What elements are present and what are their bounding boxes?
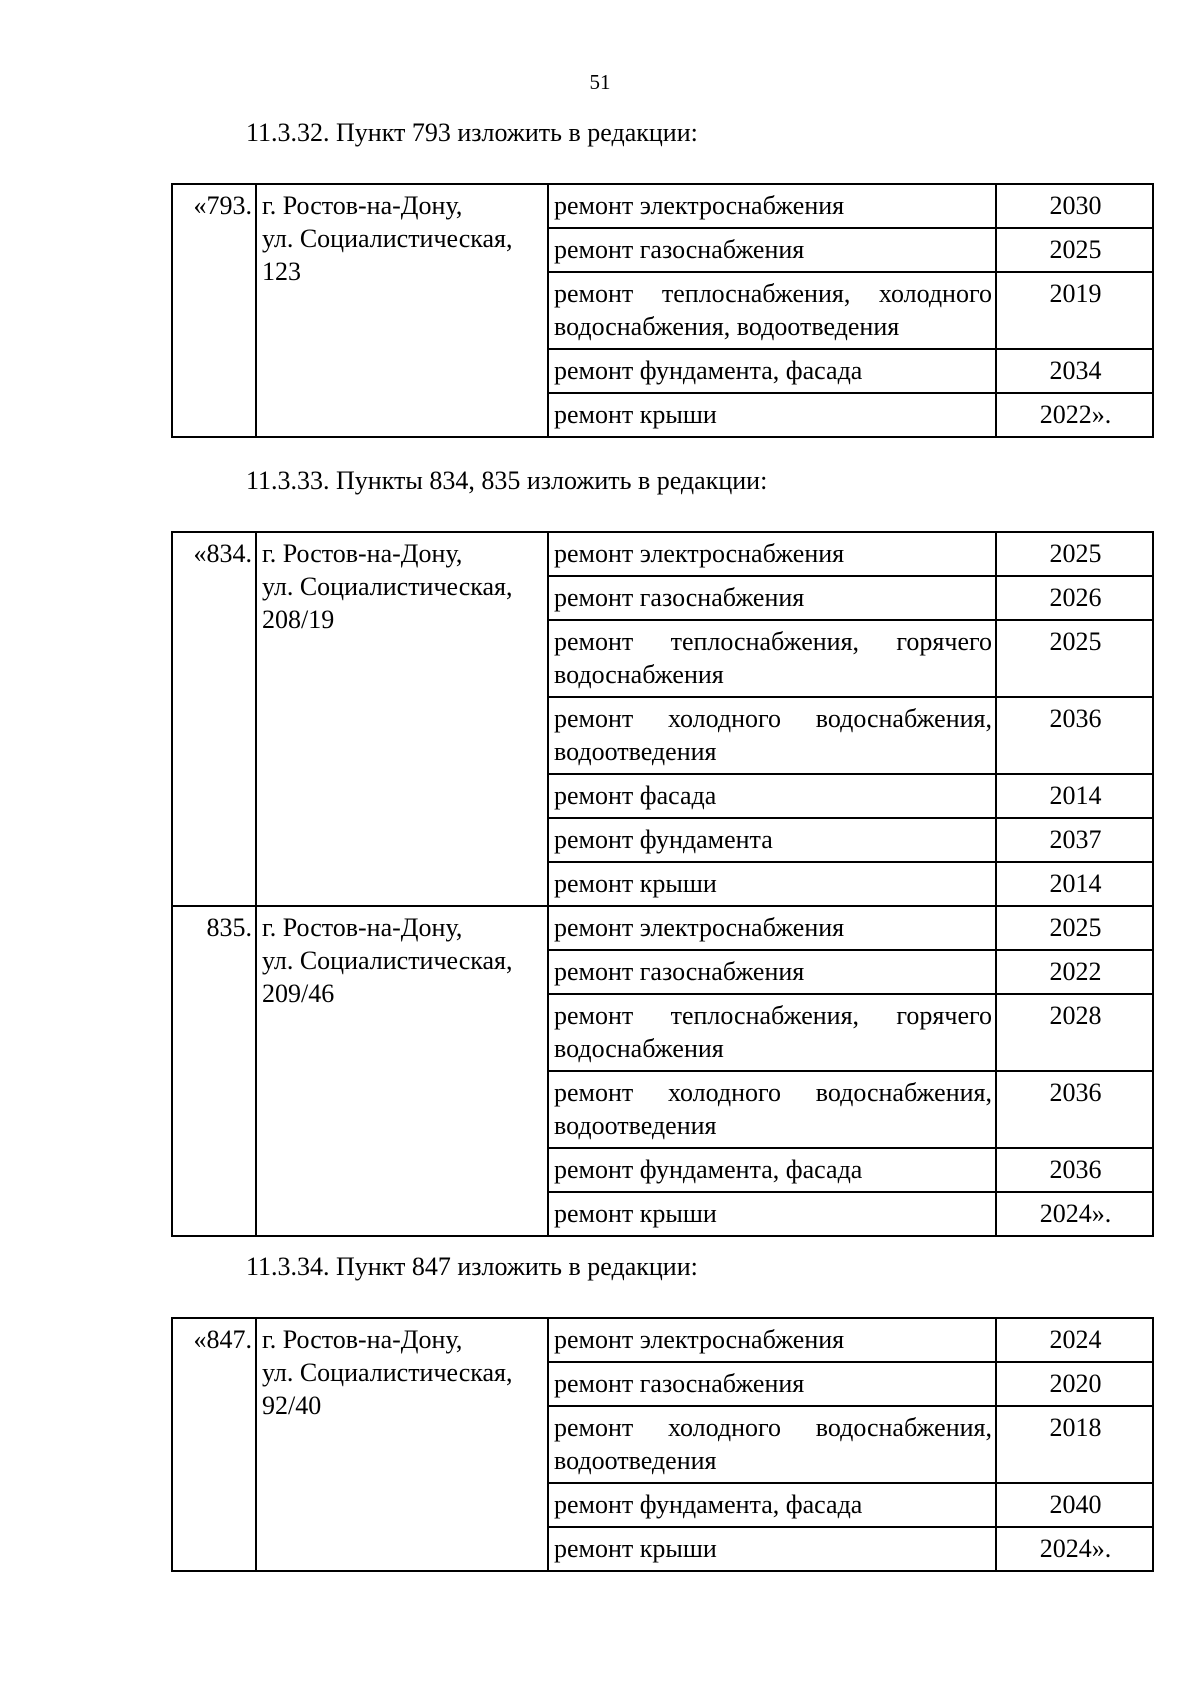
planned-year: 2026 <box>996 576 1153 620</box>
work-type: ремонт электроснабжения <box>554 1325 845 1354</box>
planned-year: 2036 <box>996 1148 1153 1192</box>
table-section-2 <box>171 531 1154 1237</box>
table-row <box>172 906 1153 950</box>
work-type-cell <box>548 697 996 774</box>
work-type: ремонт холодного водоснабжения, водоотведения <box>554 1078 992 1140</box>
instruction-section-2: 11.3.33. Пункты 834, 835 изложить в редакции: <box>246 466 768 495</box>
work-type: ремонт теплоснабжения, горячего водоснабжения <box>554 627 992 689</box>
table-body <box>172 184 1153 437</box>
address-cell <box>256 906 548 1236</box>
address-line: г. Ростов-на-Дону, <box>262 539 463 568</box>
address-line: ул. Социалистическая, <box>262 1358 513 1387</box>
planned-year: 2025 <box>996 906 1153 950</box>
planned-year: 2037 <box>996 818 1153 862</box>
work-type-cell <box>548 1483 996 1527</box>
work-type-cell <box>548 906 996 950</box>
address-line: ул. Социалистическая, <box>262 946 513 975</box>
work-type-cell <box>548 774 996 818</box>
work-type: ремонт фундамента, фасада <box>554 1490 863 1519</box>
work-type: ремонт фундамента, фасада <box>554 356 863 385</box>
work-type-cell <box>548 576 996 620</box>
planned-year: 2036 <box>996 1071 1153 1148</box>
work-type-cell <box>548 1071 996 1148</box>
item-number: 835. <box>172 906 256 1236</box>
planned-year: 2025 <box>996 532 1153 576</box>
work-type: ремонт холодного водоснабжения, водоотведения <box>554 1413 992 1475</box>
work-type-cell <box>548 1406 996 1483</box>
item-number: «793. <box>172 184 256 437</box>
work-type-cell <box>548 1362 996 1406</box>
work-type: ремонт фасада <box>554 781 717 810</box>
table-body <box>172 1318 1153 1571</box>
planned-year: 2018 <box>996 1406 1153 1483</box>
work-type: ремонт крыши <box>554 400 717 429</box>
work-type-cell <box>548 1527 996 1571</box>
planned-year: 2024». <box>996 1192 1153 1236</box>
work-type: ремонт газоснабжения <box>554 957 805 986</box>
planned-year: 2022 <box>996 950 1153 994</box>
work-type: ремонт фундамента, фасада <box>554 1155 863 1184</box>
address-line: 209/46 <box>262 979 335 1008</box>
planned-year: 2024». <box>996 1527 1153 1571</box>
address-line: ул. Социалистическая, <box>262 224 513 253</box>
page-number: 51 <box>589 70 611 94</box>
planned-year: 2022». <box>996 393 1153 437</box>
table-row <box>172 532 1153 576</box>
address-cell <box>256 1318 548 1571</box>
table-body <box>172 532 1153 1236</box>
address-line: 208/19 <box>262 605 335 634</box>
instruction-section-1: 11.3.32. Пункт 793 изложить в редакции: <box>246 118 698 147</box>
work-type: ремонт газоснабжения <box>554 583 805 612</box>
table-row <box>172 184 1153 228</box>
work-type: ремонт электроснабжения <box>554 913 845 942</box>
work-type-cell <box>548 818 996 862</box>
planned-year: 2014 <box>996 862 1153 906</box>
work-type: ремонт крыши <box>554 1534 717 1563</box>
work-type-cell <box>548 272 996 349</box>
work-type-cell <box>548 1148 996 1192</box>
address-line: 92/40 <box>262 1391 322 1420</box>
work-type-cell <box>548 950 996 994</box>
work-type: ремонт электроснабжения <box>554 191 845 220</box>
planned-year: 2025 <box>996 620 1153 697</box>
work-type: ремонт холодного водоснабжения, водоотведения <box>554 704 992 766</box>
planned-year: 2014 <box>996 774 1153 818</box>
planned-year: 2028 <box>996 994 1153 1071</box>
planned-year: 2040 <box>996 1483 1153 1527</box>
work-type: ремонт электроснабжения <box>554 539 845 568</box>
address-line: ул. Социалистическая, <box>262 572 513 601</box>
address-line: г. Ростов-на-Дону, <box>262 191 463 220</box>
work-type: ремонт теплоснабжения, холодного водоснабжения, водоотведения <box>554 279 992 341</box>
address-cell <box>256 532 548 906</box>
planned-year: 2019 <box>996 272 1153 349</box>
address-line: г. Ростов-на-Дону, <box>262 1325 463 1354</box>
planned-year: 2020 <box>996 1362 1153 1406</box>
planned-year: 2036 <box>996 697 1153 774</box>
item-number: «834. <box>172 532 256 906</box>
table-row <box>172 1318 1153 1362</box>
work-type: ремонт крыши <box>554 869 717 898</box>
address-cell <box>256 184 548 437</box>
work-type-cell <box>548 532 996 576</box>
planned-year: 2025 <box>996 228 1153 272</box>
address-line: г. Ростов-на-Дону, <box>262 913 463 942</box>
work-type-cell <box>548 994 996 1071</box>
planned-year: 2034 <box>996 349 1153 393</box>
table-section-3 <box>171 1317 1154 1572</box>
work-type-cell <box>548 184 996 228</box>
work-type: ремонт крыши <box>554 1199 717 1228</box>
work-type-cell <box>548 862 996 906</box>
planned-year: 2030 <box>996 184 1153 228</box>
item-number: «847. <box>172 1318 256 1571</box>
work-type-cell <box>548 620 996 697</box>
table-section-1 <box>171 183 1154 438</box>
work-type: ремонт фундамента <box>554 825 773 854</box>
work-type: ремонт газоснабжения <box>554 1369 805 1398</box>
work-type-cell <box>548 228 996 272</box>
work-type: ремонт теплоснабжения, горячего водоснабжения <box>554 1001 992 1063</box>
work-type: ремонт газоснабжения <box>554 235 805 264</box>
instruction-section-3: 11.3.34. Пункт 847 изложить в редакции: <box>246 1252 698 1281</box>
work-type-cell <box>548 1318 996 1362</box>
work-type-cell <box>548 349 996 393</box>
work-type-cell <box>548 393 996 437</box>
address-line: 123 <box>262 257 301 286</box>
planned-year: 2024 <box>996 1318 1153 1362</box>
work-type-cell <box>548 1192 996 1236</box>
